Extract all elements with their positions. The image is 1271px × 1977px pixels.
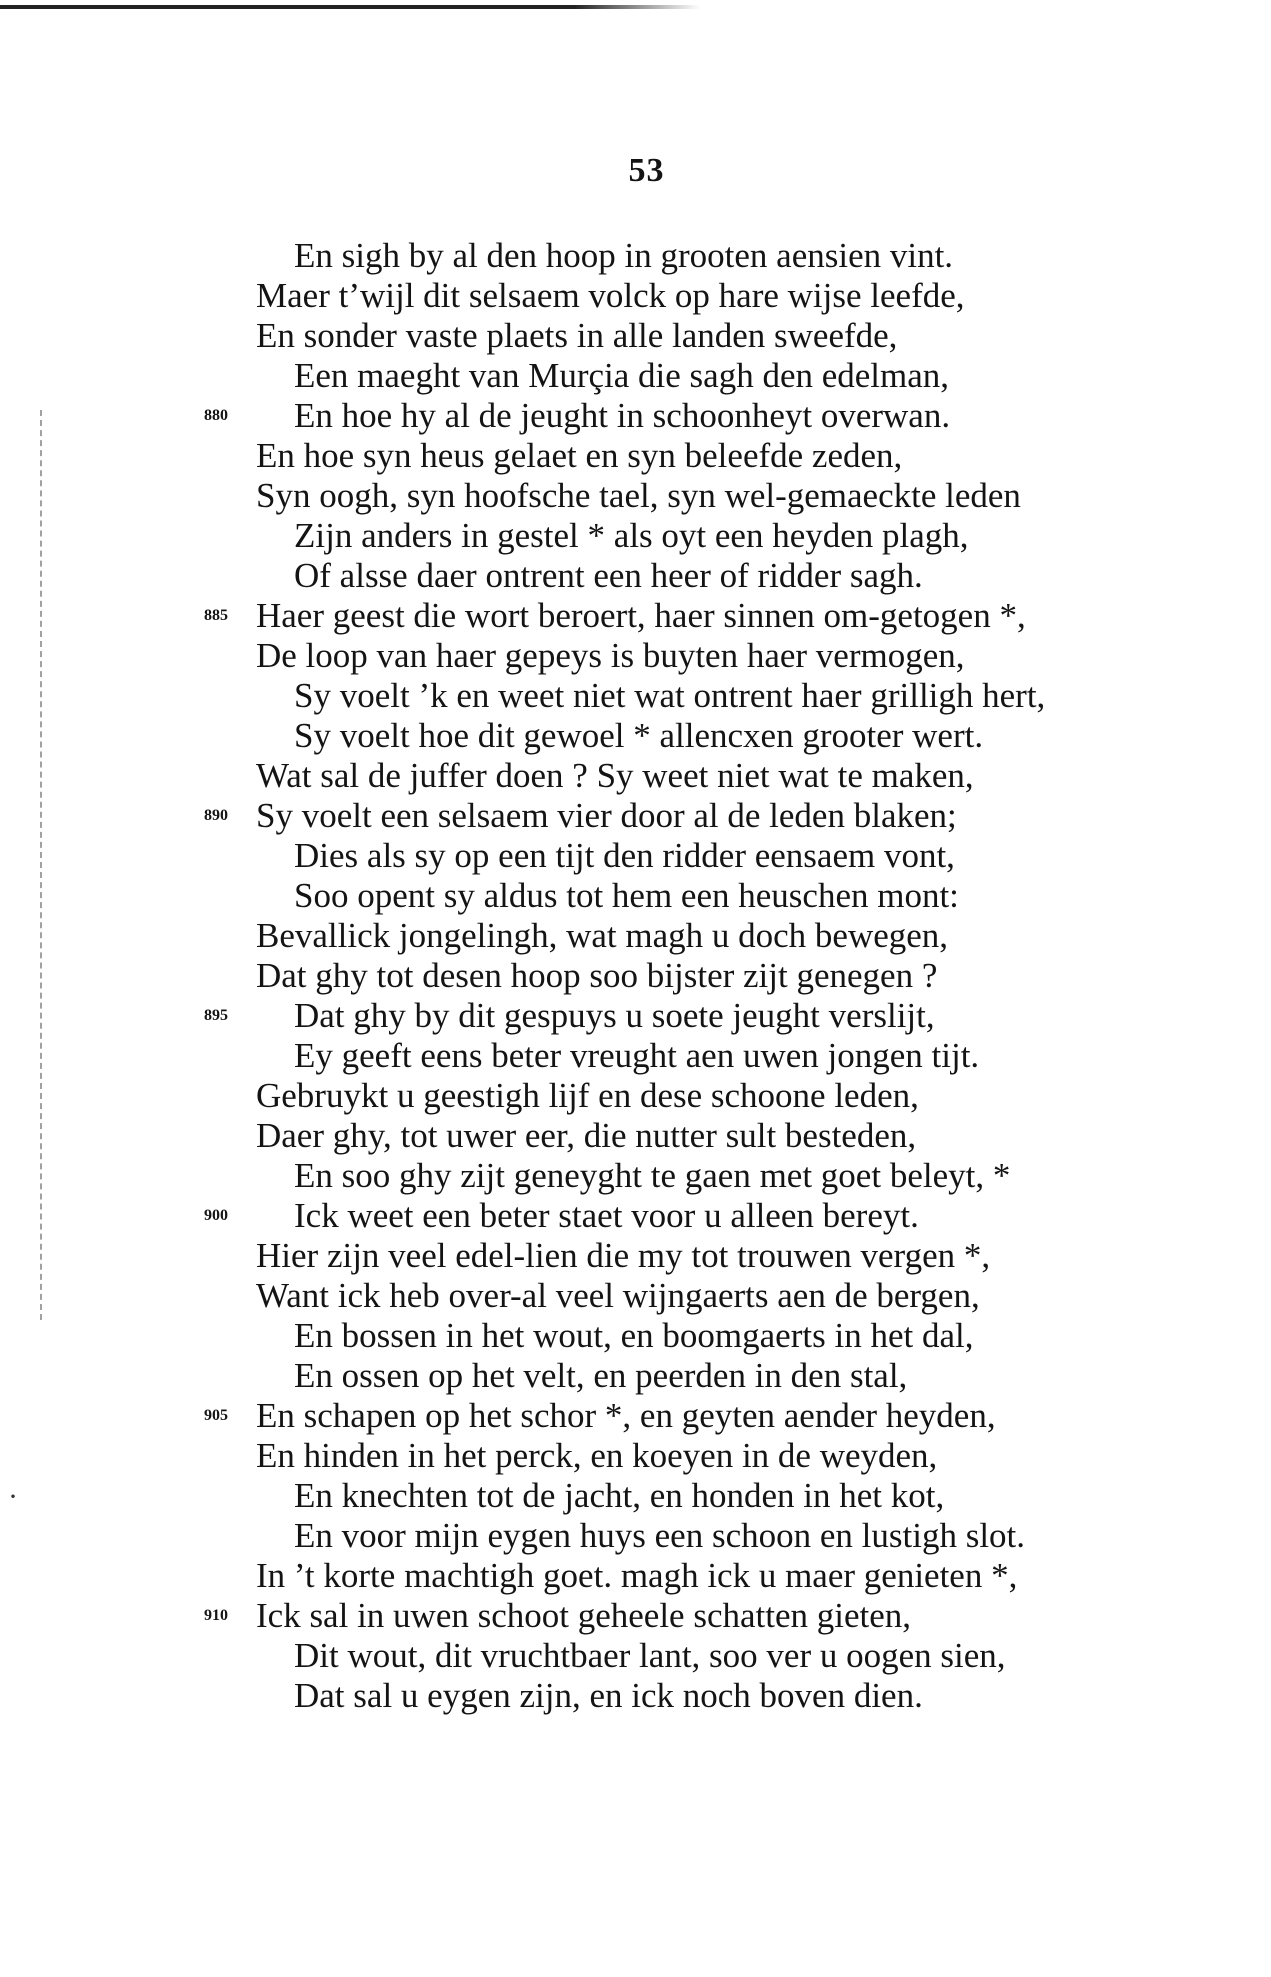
- verse-text: Of alsse daer ontrent een heer of ridder sagh.: [294, 556, 923, 595]
- verse-text: En sonder vaste plaets in alle landen sweefde,: [256, 316, 898, 355]
- verse-text: Sy voelt een selsaem vier door al de leden blaken;: [256, 796, 957, 835]
- verse-line: [0, 1236, 1271, 1276]
- verse-text: En hinden in het perck, en koeyen in de weyden,: [256, 1436, 938, 1475]
- verse-text: Sy voelt ’k en weet niet wat ontrent haer grilligh hert,: [294, 676, 1046, 715]
- verse-line: [0, 1436, 1271, 1476]
- verse-line: [0, 1516, 1271, 1556]
- verse-line: [0, 436, 1271, 476]
- verse-text: Ey geeft eens beter vreught aen uwen jongen tijt.: [294, 1036, 980, 1075]
- page-number: 53: [628, 152, 665, 189]
- verse-text: Maer t’wijl dit selsaem volck op hare wijse leefde,: [256, 276, 965, 315]
- verse-text: Haer geest die wort beroert, haer sinnen om-getogen *,: [256, 596, 1026, 635]
- verse-line: [0, 1356, 1271, 1396]
- verse-line: [0, 396, 1271, 436]
- poem-body: [0, 236, 1271, 1716]
- verse-line: [0, 596, 1271, 636]
- verse-text: Sy voelt hoe dit gewoel * allencxen grooter wert.: [294, 716, 984, 755]
- verse-line: [0, 956, 1271, 996]
- verse-text: En hoe syn heus gelaet en syn beleefde zeden,: [256, 436, 903, 475]
- verse-line: [0, 1116, 1271, 1156]
- line-number: 910: [204, 1607, 228, 1624]
- line-number: 895: [204, 1007, 228, 1024]
- verse-text: Ick weet een beter staet voor u alleen bereyt.: [294, 1196, 919, 1235]
- top-rule: [0, 5, 700, 9]
- verse-line: [0, 916, 1271, 956]
- verse-line: [0, 996, 1271, 1036]
- verse-line: [0, 276, 1271, 316]
- verse-line: [0, 1156, 1271, 1196]
- verse-text: En schapen op het schor *, en geyten aender heyden,: [256, 1396, 996, 1435]
- verse-line: [0, 236, 1271, 276]
- verse-text: Hier zijn veel edel-lien die my tot trouwen vergen *,: [256, 1236, 991, 1275]
- verse-text: Soo opent sy aldus tot hem een heuschen mont:: [294, 876, 959, 915]
- verse-text: En soo ghy zijt geneyght te gaen met goet beleyt, *: [294, 1156, 1011, 1195]
- verse-text: Wat sal de juffer doen ? Sy weet niet wat te maken,: [256, 756, 974, 795]
- verse-line: [0, 1396, 1271, 1436]
- verse-text: Dat ghy tot desen hoop soo bijster zijt genegen ?: [256, 956, 938, 995]
- verse-text: Syn oogh, syn hoofsche tael, syn wel-gemaeckte leden: [256, 476, 1021, 515]
- line-number: 885: [204, 607, 228, 624]
- verse-line: [0, 1276, 1271, 1316]
- verse-text: En hoe hy al de jeught in schoonheyt overwan.: [294, 396, 951, 435]
- verse-line: [0, 636, 1271, 676]
- verse-line: [0, 1636, 1271, 1676]
- verse-text: Dat ghy by dit gespuys u soete jeught verslijt,: [294, 996, 935, 1035]
- verse-line: [0, 476, 1271, 516]
- verse-line: [0, 756, 1271, 796]
- verse-line: [0, 1316, 1271, 1356]
- line-number: 880: [204, 407, 228, 424]
- verse-line: [0, 876, 1271, 916]
- verse-line: [0, 1596, 1271, 1636]
- verse-line: [0, 1676, 1271, 1716]
- verse-text: Dat sal u eygen zijn, en ick noch boven dien.: [294, 1676, 923, 1715]
- verse-text: Zijn anders in gestel * als oyt een heyden plagh,: [294, 516, 969, 555]
- verse-line: [0, 796, 1271, 836]
- verse-text: En sigh by al den hoop in grooten aensien vint.: [294, 236, 954, 275]
- verse-line: [0, 1076, 1271, 1116]
- line-number: 900: [204, 1207, 228, 1224]
- verse-text: Ick sal in uwen schoot geheele schatten gieten,: [256, 1596, 912, 1635]
- verse-text: En ossen op het velt, en peerden in den stal,: [294, 1356, 908, 1395]
- verse-line: [0, 1036, 1271, 1076]
- verse-line: [0, 716, 1271, 756]
- verse-text: En knechten tot de jacht, en honden in het kot,: [294, 1476, 945, 1515]
- verse-line: [0, 556, 1271, 596]
- verse-text: Daer ghy, tot uwer eer, die nutter sult besteden,: [256, 1116, 917, 1155]
- verse-text: En bossen in het wout, en boomgaerts in het dal,: [294, 1316, 974, 1355]
- verse-line: [0, 516, 1271, 556]
- verse-line: [0, 316, 1271, 356]
- line-number: 890: [204, 807, 228, 824]
- verse-line: [0, 1476, 1271, 1516]
- verse-text: En voor mijn eygen huys een schoon en lustigh slot.: [294, 1516, 1026, 1555]
- verse-text: Gebruykt u geestigh lijf en dese schoone leden,: [256, 1076, 919, 1115]
- verse-line: [0, 836, 1271, 876]
- verse-text: Dies als sy op een tijt den ridder eensaem vont,: [294, 836, 955, 875]
- verse-text: Een maeght van Murçia die sagh den edelman,: [294, 356, 950, 395]
- margin-mark: ·: [8, 1480, 18, 1513]
- verse-text: Bevallick jongelingh, wat magh u doch bewegen,: [256, 916, 949, 955]
- verse-line: [0, 356, 1271, 396]
- verse-line: [0, 676, 1271, 716]
- line-number: 905: [204, 1407, 228, 1424]
- verse-text: In ’t korte machtigh goet. magh ick u maer genieten *,: [256, 1556, 1018, 1595]
- verse-line: [0, 1196, 1271, 1236]
- verse-text: Dit wout, dit vruchtbaer lant, soo ver u oogen sien,: [294, 1636, 1006, 1675]
- verse-line: [0, 1556, 1271, 1596]
- verse-text: De loop van haer gepeys is buyten haer vermogen,: [256, 636, 965, 675]
- verse-text: Want ick heb over-al veel wijngaerts aen de bergen,: [256, 1276, 980, 1315]
